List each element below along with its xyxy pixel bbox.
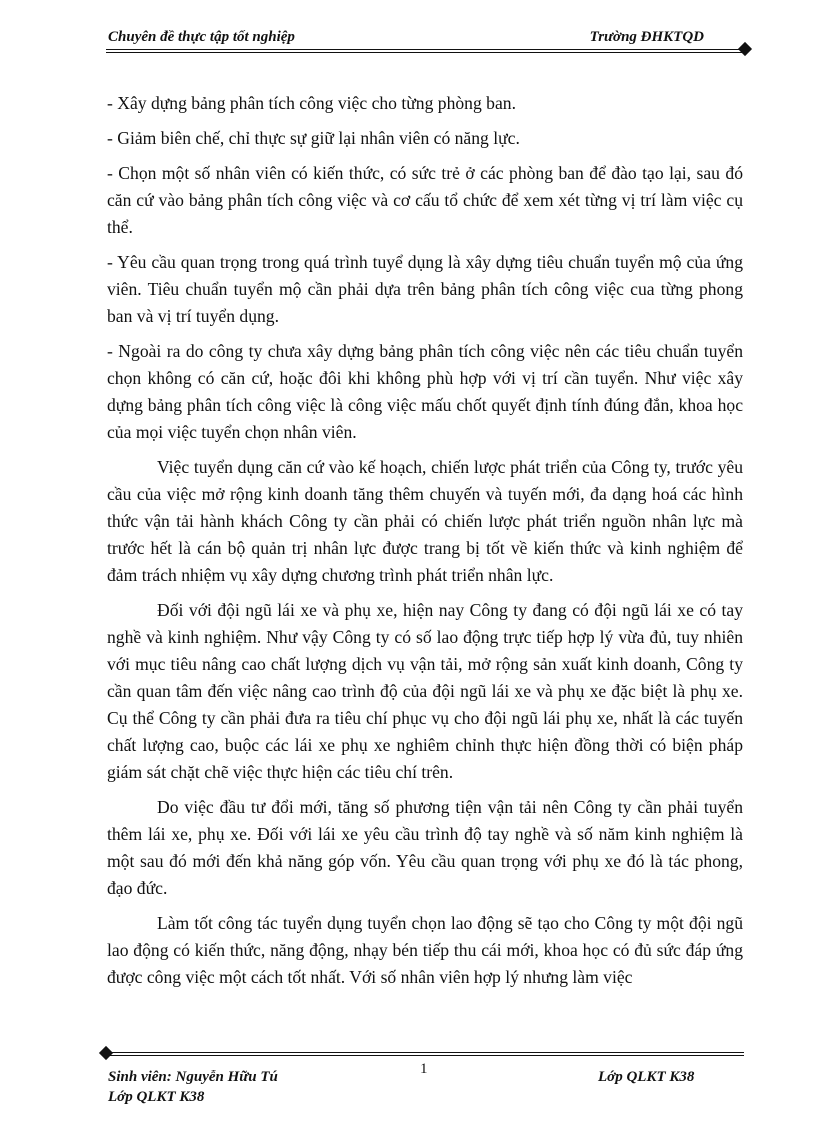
- paragraph: Việc tuyển dụng căn cứ vào kế hoạch, chiến lược phát triển của Công ty, trước yêu cầu của việc mở rộng kinh doanh tăng thêm chuyến và tuyến mới, đa dạng hoá các hình thức vận tải hành khách Công ty cần phải có chiến lược phát triển nguồn nhân lực mà trước hết là cán bộ quản trị nhân lực được trang bị tốt về kiến thức và kinh nghiệm để đảm trách nhiệm vụ xây dựng chương trình phát triển nhân lực.: [107, 457, 743, 585]
- header-title: Chuyên đề thực tập tốt nghiệp: [108, 29, 295, 45]
- paragraph: - Xây dựng bảng phân tích công việc cho từng phòng ban.: [107, 93, 516, 113]
- page-header: [108, 29, 738, 49]
- footer-class-right: Lớp QLKT K38: [598, 1069, 695, 1085]
- paragraph: Đối với đội ngũ lái xe và phụ xe, hiện nay Công ty đang có đội ngũ lái xe có tay nghề và kinh nghiệm. Như vậy Công ty có số lao động trực tiếp hợp lý vừa đủ, tuy nhiên với mục tiêu nâng cao chất lượng dịch vụ vận tải, mở rộng sản xuất kinh doanh, Công ty cần quan tâm đến việc nâng cao trình độ của đội ngũ lái xe và phụ xe đặc biệt là phụ xe. Cụ thể Công ty cần phải đưa ra tiêu chí phục vụ cho đội ngũ lái phụ xe, nhất là các tuyến chất lượng cao, buộc các lái xe phụ xe nghiêm chỉnh thực hiện đồng thời có biện pháp giám sát chặt chẽ việc thực hiện các tiêu chí trên.: [107, 600, 743, 782]
- footer-student: Sinh viên: Nguyễn Hữu Tú: [108, 1069, 278, 1085]
- paragraph: Làm tốt công tác tuyển dụng tuyển chọn lao động sẽ tạo cho Công ty một đội ngũ lao động có kiến thức, năng động, nhạy bén tiếp thu cái mới, khoa học có đủ sức đáp ứng được công việc một cách tốt nhất. Với số nhân viên hợp lý nhưng làm việc: [107, 913, 743, 987]
- body-text: [107, 90, 743, 999]
- paragraph: - Giảm biên chế, chỉ thực sự giữ lại nhân viên có năng lực.: [107, 128, 520, 148]
- paragraph: - Chọn một số nhân viên có kiến thức, có sức trẻ ở các phòng ban để đào tạo lại, sau đó căn cứ vào bảng phân tích công việc và cơ cấu tổ chức để xem xét từng vị trí làm việc cụ thể.: [107, 163, 743, 237]
- paragraph: - Yêu cầu quan trọng trong quá trình tuyể dụng là xây dựng tiêu chuẩn tuyển mộ của ứng viên. Tiêu chuẩn tuyển mộ cần phải dựa trên bảng phân tích công việc cua từng phong ban và vị trí tuyển dụng.: [107, 252, 743, 326]
- footer-rule: [108, 1052, 744, 1056]
- paragraph: Do việc đầu tư đổi mới, tăng số phương tiện vận tải nên Công ty cần phải tuyển thêm lái xe, phụ xe. Đối với lái xe yêu cầu trình độ tay nghề và số năm kinh nghiệm là một sau đó mới đến khả năng góp vốn. Yêu cầu quan trọng với phụ xe đó là tác phong, đạo đức.: [107, 797, 743, 898]
- diamond-ornament-icon: [738, 42, 752, 56]
- footer-class-left: Lớp QLKT K38: [108, 1089, 205, 1105]
- header-school: Trường ĐHKTQD: [589, 29, 704, 45]
- header-rule: [106, 49, 742, 53]
- paragraph: - Ngoài ra do công ty chưa xây dựng bảng phân tích công việc nên các tiêu chuẩn tuyển chọn không có căn cứ, hoặc đôi khi không phù hợp với vị trí cần tuyển. Như việc xây dựng bảng phân tích công việc là công việc mấu chốt quyết định tính đúng đắn, khoa học của mọi việc tuyển chọn nhân viên.: [107, 341, 743, 442]
- page-number: 1: [420, 1061, 428, 1077]
